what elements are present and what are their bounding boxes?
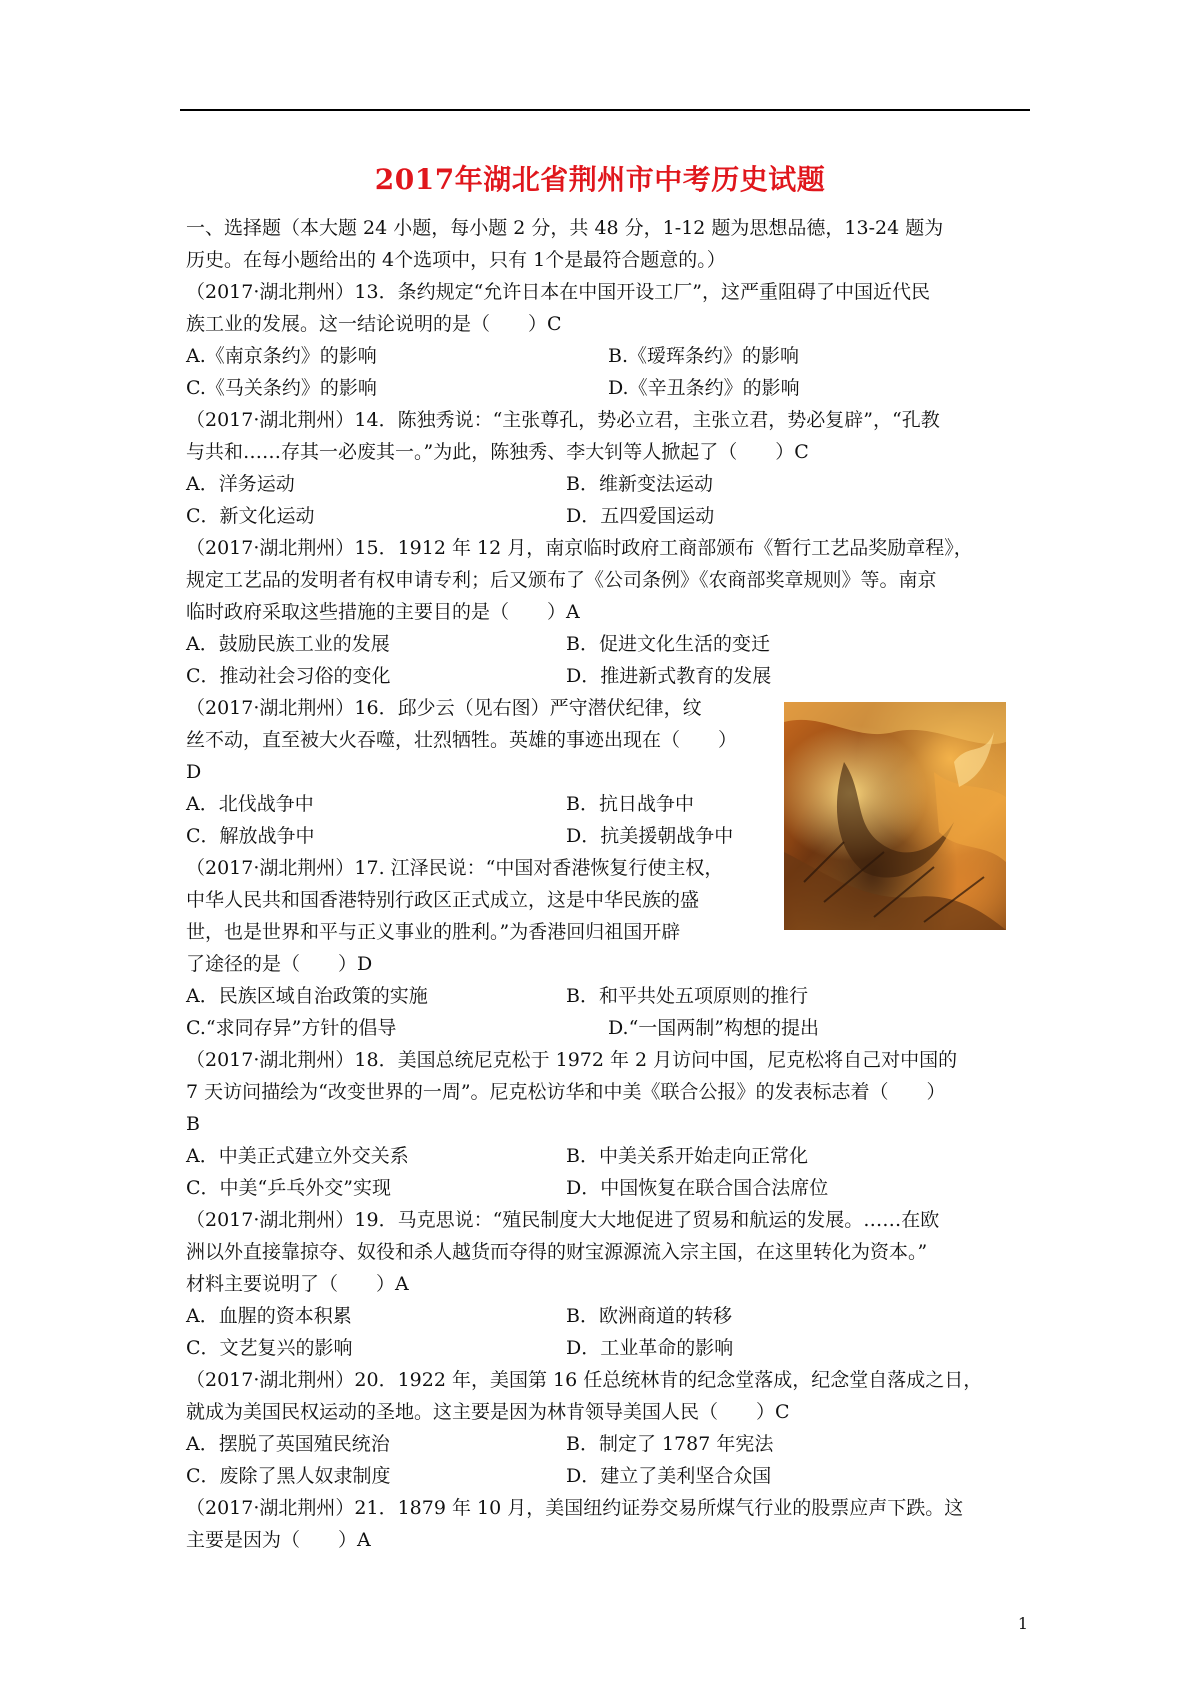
option-row	[186, 1172, 1028, 1204]
question-21-line: （2017·湖北荆州）21．1879 年 10 月，美国纽约证券交易所煤气行业的股票应声下跌。这	[186, 1497, 964, 1519]
question-17-line: 世，也是世界和平与正义事业的胜利。”为香港回归祖国开辟	[186, 921, 681, 943]
option-b: B．抗日战争中	[566, 793, 694, 815]
option-row	[186, 1140, 1028, 1172]
option-row	[186, 628, 1028, 660]
option-row	[186, 372, 1028, 404]
question-19-line: （2017·湖北荆州）19．马克思说：“殖民制度大大地促进了贸易和航运的发展。……在欧	[186, 1209, 940, 1231]
question-20-line: 就成为美国民权运动的圣地。这主要是因为林肯领导美国人民（ ）C	[186, 1401, 790, 1423]
option-d: D．推进新式教育的发展	[566, 665, 772, 687]
option-d: D．工业革命的影响	[566, 1337, 734, 1359]
option-row	[186, 1460, 1028, 1492]
option-c: C．解放战争中	[186, 825, 315, 847]
option-a: A．摆脱了英国殖民统治	[186, 1433, 390, 1455]
option-c: C．中美“乒乓外交”实现	[186, 1177, 391, 1199]
question-14-line: 与共和……存其一必废其一。”为此，陈独秀、李大钊等人掀起了（ ）C	[186, 441, 809, 463]
question-19-line: 材料主要说明了（ ）A	[186, 1273, 409, 1295]
question-17-line: （2017·湖北荆州）17. 江泽民说：“中国对香港恢复行使主权，	[186, 857, 724, 879]
option-b: B．维新变法运动	[566, 473, 713, 495]
option-row	[186, 1300, 1028, 1332]
option-d: D.《辛丑条约》的影响	[608, 377, 800, 399]
option-d: D．抗美援朝战争中	[566, 825, 734, 847]
option-a: A．民族区域自治政策的实施	[186, 985, 428, 1007]
question-14-line: （2017·湖北荆州）14．陈独秀说：“主张尊孔，势必立君，主张立君，势必复辟”，“孔教	[186, 409, 940, 431]
question-15-line: 规定工艺品的发明者有权申请专利；后又颁布了《公司条例》《农商部奖章规则》等。南京	[186, 569, 937, 591]
option-b: B.《瑷珲条约》的影响	[608, 345, 800, 367]
question-18-line: B	[186, 1113, 200, 1135]
qiu-shaoyun-painting	[784, 702, 1006, 930]
option-c: C．新文化运动	[186, 505, 315, 527]
option-row	[186, 980, 1028, 1012]
option-row	[186, 500, 1028, 532]
page-number: 1	[1017, 1614, 1028, 1633]
option-a: A．洋务运动	[186, 473, 295, 495]
question-16-line: D	[186, 761, 202, 783]
option-row	[186, 1428, 1028, 1460]
question-13-line: （2017·湖北荆州）13．条约规定“允许日本在中国开设工厂”，这严重阻碍了中国近代民	[186, 281, 930, 303]
option-b: B．中美关系开始走向正常化	[566, 1145, 808, 1167]
option-d: D．五四爱国运动	[566, 505, 715, 527]
intro-line: 历史。在每小题给出的 4个选项中，只有 1个是最符合题意的。）	[186, 249, 726, 271]
question-18-line: 7 天访问描绘为“改变世界的一周”。尼克松访华和中美《联合公报》的发表标志着（ ）	[186, 1081, 946, 1103]
question-19-line: 洲以外直接靠掠夺、奴役和杀人越货而夺得的财宝源源流入宗主国，在这里转化为资本。”	[186, 1241, 928, 1263]
question-16-line: 丝不动，直至被大火吞噬，壮烈牺牲。英雄的事迹出现在（ ）	[186, 729, 738, 751]
option-row	[186, 1012, 1028, 1044]
option-row	[186, 340, 1028, 372]
question-21-line: 主要是因为（ ）A	[186, 1529, 371, 1551]
option-row	[186, 660, 1028, 692]
option-c: C.《马关条约》的影响	[186, 377, 377, 399]
option-b: B．促进文化生活的变迁	[566, 633, 770, 655]
option-c: C．废除了黑人奴隶制度	[186, 1465, 391, 1487]
question-18-line: （2017·湖北荆州）18．美国总统尼克松于 1972 年 2 月访问中国，尼克松将自己对中国的	[186, 1049, 958, 1071]
painting-image	[784, 702, 1006, 930]
option-b: B．制定了 1787 年宪法	[566, 1433, 774, 1455]
option-row	[186, 1332, 1028, 1364]
intro-line: 一、选择题（本大题 24 小题，每小题 2 分，共 48 分，1-12 题为思想品德，13-24 题为	[186, 217, 944, 239]
page-title: 2017年湖北省荆州市中考历史试题	[374, 163, 826, 196]
option-a: A.《南京条约》的影响	[186, 345, 377, 367]
option-c: C．推动社会习俗的变化	[186, 665, 391, 687]
question-16-line: （2017·湖北荆州）16．邱少云（见右图）严守潜伏纪律，纹	[186, 697, 702, 719]
option-a: A．北伐战争中	[186, 793, 314, 815]
option-row	[186, 468, 1028, 500]
option-d: D．建立了美利坚合众国	[566, 1465, 772, 1487]
option-a: A．血腥的资本积累	[186, 1305, 352, 1327]
option-c: C.“求同存异”方针的倡导	[186, 1017, 397, 1039]
option-a: A．鼓励民族工业的发展	[186, 633, 390, 655]
question-15-line: （2017·湖北荆州）15．1912 年 12 月，南京临时政府工商部颁布《暂行工艺品奖励章程》，	[186, 537, 973, 559]
question-13-line: 族工业的发展。这一结论说明的是（ ）C	[186, 313, 562, 335]
option-b: B．和平共处五项原则的推行	[566, 985, 808, 1007]
question-20-line: （2017·湖北荆州）20．1922 年，美国第 16 任总统林肯的纪念堂落成，纪念堂自落成之日，	[186, 1369, 983, 1391]
option-d: D.“一国两制”构想的提出	[608, 1017, 820, 1039]
header-rule	[180, 109, 1030, 111]
option-d: D．中国恢复在联合国合法席位	[566, 1177, 829, 1199]
option-a: A．中美正式建立外交关系	[186, 1145, 409, 1167]
option-b: B．欧洲商道的转移	[566, 1305, 732, 1327]
question-17-line: 了途径的是（ ）D	[186, 953, 373, 975]
question-17-line: 中华人民共和国香港特别行政区正式成立，这是中华民族的盛	[186, 889, 700, 911]
option-c: C．文艺复兴的影响	[186, 1337, 353, 1359]
question-15-line: 临时政府采取这些措施的主要目的是（ ）A	[186, 601, 580, 623]
